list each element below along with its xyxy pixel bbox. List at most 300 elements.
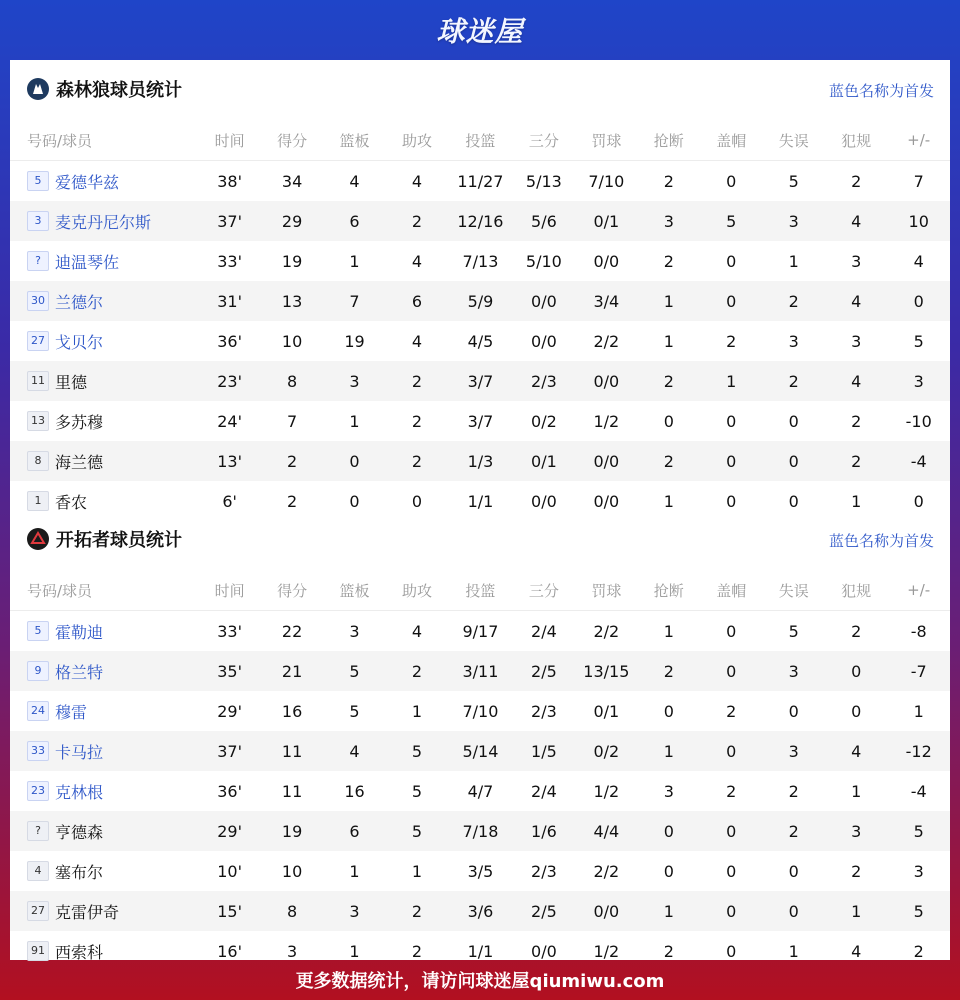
stat-assists: 2 [386,651,448,691]
stat-ft: 1/2 [593,411,620,431]
column-header-points: 得分 [261,570,323,611]
stat-rebounds: 7 [323,281,385,321]
stat-turnovers: 0 [788,701,799,721]
stat-assists: 0 [411,491,423,511]
stat-plus-minus: 3 [887,361,950,401]
stat-turnovers: 0 [788,411,799,431]
stat-time: 15' [198,891,260,931]
stat-assists: 2 [411,411,423,431]
stat-assists: 2 [386,201,448,241]
stat-turnovers: 3 [762,731,824,771]
column-header-ft: 罚球 [575,570,637,611]
stat-fg: 3/6 [448,891,512,931]
stat-rebounds: 1 [349,251,360,271]
column-header-time: 时间 [198,570,260,611]
stat-assists: 5 [411,781,423,801]
stat-three-pt: 2/3 [513,361,575,401]
jersey-number-badge: ? [27,251,49,271]
stat-ft: 0/1 [593,701,620,721]
stat-fg: 9/17 [462,621,499,641]
stat-turnovers: 3 [788,331,799,351]
stat-time: 6' [222,491,237,511]
stat-steals: 1 [663,621,674,641]
stat-time: 35' [198,651,260,691]
stat-fouls: 2 [851,621,862,641]
stat-plus-minus: 5 [887,891,950,931]
stat-fg: 5/14 [448,731,512,771]
stat-three-pt: 2/4 [531,621,557,641]
stat-steals: 3 [663,781,674,801]
player-cell [10,441,198,481]
stat-turnovers: 3 [762,651,824,691]
stat-plus-minus: -4 [910,781,927,801]
stat-three-pt: 1/6 [513,811,575,851]
jersey-number-badge: 8 [27,451,49,471]
column-header-steals: 抢断 [638,570,700,611]
stat-points: 11 [281,781,303,801]
stat-ft: 2/2 [593,331,620,351]
stat-rebounds: 5 [349,701,360,721]
column-header-steals: 抢断 [638,120,700,161]
stat-fouls: 0 [825,651,887,691]
stat-time: 36' [217,781,242,801]
jersey-number-badge: 1 [27,491,49,511]
stat-fouls: 3 [851,251,862,271]
table-row [10,611,950,652]
column-header-fg: 投篮 [448,570,512,611]
stat-rebounds: 6 [323,201,385,241]
column-header-player: 号码/球员 [10,570,198,611]
jersey-number-badge: 4 [27,861,49,881]
stat-rebounds: 1 [349,861,360,881]
stat-rebounds: 4 [349,171,360,191]
stat-fouls: 4 [825,361,887,401]
timberwolves-logo-icon [27,78,49,100]
stat-rebounds: 3 [349,621,360,641]
stat-plus-minus: 3 [913,861,924,881]
table-row [10,201,950,241]
table-header-row [10,120,950,161]
player-cell [10,611,198,652]
stat-three-pt: 0/0 [531,491,557,511]
stat-points: 7 [286,411,298,431]
stat-plus-minus: 1 [913,701,924,721]
stat-assists: 1 [411,701,423,721]
stat-blocks: 0 [726,941,737,961]
player-name: 里德 [55,372,88,392]
column-header-turnovers: 失误 [762,570,824,611]
player-name: 西索科 [55,942,104,962]
player-cell [10,651,198,691]
player-name: 麦克丹尼尔斯 [55,212,152,232]
stat-plus-minus: 5 [887,811,950,851]
column-header-time: 时间 [198,120,260,161]
column-header-three-pt: 三分 [513,120,575,161]
stat-rebounds: 1 [349,941,360,961]
stat-points: 34 [281,171,303,191]
stat-fg: 3/11 [448,651,512,691]
player-name: 迪温琴佐 [55,252,120,272]
stat-rebounds: 3 [323,361,385,401]
stat-ft: 0/2 [575,731,637,771]
stat-points: 11 [261,731,323,771]
stat-points: 29 [261,201,323,241]
stat-turnovers: 2 [762,361,824,401]
stat-blocks: 2 [726,701,737,721]
stat-turnovers: 2 [762,811,824,851]
stat-blocks: 2 [726,781,737,801]
column-header-plus-minus: +/- [887,570,950,611]
stat-steals: 2 [663,941,674,961]
stat-blocks: 0 [700,811,762,851]
column-header-ft: 罚球 [575,120,637,161]
brand-logo: 球迷屋 [436,15,524,48]
table-row [10,891,950,931]
column-header-assists: 助攻 [386,570,448,611]
stat-ft: 0/1 [575,201,637,241]
player-name: 克雷伊奇 [55,902,120,922]
jersey-number-badge: 5 [27,621,49,641]
table-header-row [10,570,950,611]
stat-steals: 1 [638,731,700,771]
stat-three-pt: 5/10 [525,251,562,271]
table-row [10,811,950,851]
stat-time: 29' [217,701,242,721]
stat-ft: 3/4 [575,281,637,321]
stat-assists: 2 [386,891,448,931]
stat-steals: 3 [638,201,700,241]
stat-fg: 3/5 [467,861,494,881]
stat-points: 2 [286,491,298,511]
stat-fg: 7/10 [462,701,499,721]
stat-three-pt: 2/3 [531,861,557,881]
stat-three-pt: 0/2 [531,411,557,431]
stat-fouls: 3 [851,331,862,351]
player-cell [10,691,198,731]
stat-fouls: 1 [825,891,887,931]
player-stats-table [10,120,950,521]
stat-fg: 4/5 [467,331,494,351]
stat-rebounds: 5 [323,651,385,691]
table-row [10,241,950,281]
stat-turnovers: 0 [762,441,824,481]
stat-blocks: 0 [726,171,737,191]
stat-points: 21 [261,651,323,691]
stat-blocks: 1 [700,361,762,401]
stat-plus-minus: 7 [913,171,924,191]
stat-plus-minus: -7 [887,651,950,691]
timberwolves-section [10,60,950,521]
stat-steals: 2 [663,171,674,191]
stat-plus-minus: 0 [887,281,950,321]
table-row [10,401,950,441]
stat-fouls: 4 [851,941,862,961]
stat-fouls: 4 [825,201,887,241]
stat-ft: 2/2 [593,621,620,641]
team-stats-title: 森林狼球员统计 [56,80,182,101]
stat-points: 8 [261,891,323,931]
jersey-number-badge: 27 [27,331,49,351]
stat-steals: 0 [638,811,700,851]
player-name: 戈贝尔 [55,332,104,352]
stat-three-pt: 0/0 [513,281,575,321]
stat-blocks: 0 [726,861,737,881]
player-name: 克林根 [55,782,104,802]
stat-time: 37' [198,201,260,241]
stat-rebounds: 16 [344,781,365,801]
jersey-number-badge: 33 [27,741,49,761]
stat-assists: 6 [386,281,448,321]
stat-turnovers: 0 [788,491,799,511]
player-cell [10,321,198,361]
column-header-fg: 投篮 [448,120,512,161]
starter-legend-note: 蓝色名称为首发 [828,82,934,100]
stat-fouls: 1 [851,781,862,801]
stat-points: 13 [261,281,323,321]
stat-turnovers: 2 [762,281,824,321]
stat-plus-minus: -4 [887,441,950,481]
stats-panel [10,60,950,960]
stat-plus-minus: -12 [887,731,950,771]
stat-blocks: 0 [700,891,762,931]
player-name: 兰德尔 [55,292,104,312]
stat-assists: 5 [386,811,448,851]
stat-blocks: 0 [726,251,737,271]
stat-turnovers: 1 [788,941,799,961]
player-name: 香农 [55,492,88,512]
stat-rebounds: 6 [323,811,385,851]
table-row [10,161,950,202]
column-header-points: 得分 [261,120,323,161]
stat-assists: 4 [411,331,423,351]
table-row [10,771,950,811]
stat-rebounds: 19 [344,331,365,351]
stat-fg: 1/1 [467,941,494,961]
stat-blocks: 0 [726,411,737,431]
stat-plus-minus: 5 [913,331,924,351]
team-stats-title: 开拓者球员统计 [56,530,182,551]
stat-ft: 0/0 [593,491,620,511]
stat-fouls: 2 [851,171,862,191]
jersey-number-badge: 3 [27,211,49,231]
stat-rebounds: 0 [349,491,360,511]
stat-ft: 7/10 [588,171,625,191]
stat-blocks: 0 [700,651,762,691]
stat-fg: 1/3 [448,441,512,481]
stat-steals: 0 [663,701,674,721]
table-row [10,691,950,731]
trail-blazers-logo-icon [27,528,49,550]
stat-turnovers: 0 [762,891,824,931]
stat-assists: 2 [386,441,448,481]
stat-turnovers: 5 [788,621,799,641]
stat-turnovers: 1 [788,251,799,271]
player-cell [10,891,198,931]
stat-steals: 0 [663,861,674,881]
stat-blocks: 0 [726,621,737,641]
stat-three-pt: 0/1 [513,441,575,481]
column-header-blocks: 盖帽 [700,570,762,611]
player-name: 亨德森 [55,822,104,842]
column-header-assists: 助攻 [386,120,448,161]
jersey-number-badge: 23 [27,781,49,801]
stat-fouls: 2 [851,861,862,881]
player-name: 海兰德 [55,452,104,472]
stat-plus-minus: 2 [913,941,924,961]
player-name: 卡马拉 [55,742,104,762]
stat-rebounds: 3 [323,891,385,931]
stat-three-pt: 0/0 [531,941,557,961]
stat-time: 31' [198,281,260,321]
stat-assists: 5 [386,731,448,771]
stat-fg: 3/7 [448,361,512,401]
stat-fouls: 4 [825,731,887,771]
stat-steals: 2 [663,251,674,271]
stat-three-pt: 0/0 [531,331,557,351]
stat-time: 33' [217,621,242,641]
player-stats-table [10,570,950,971]
column-header-fouls: 犯规 [825,570,887,611]
column-header-blocks: 盖帽 [700,120,762,161]
player-name: 塞布尔 [55,862,104,882]
stat-assists: 2 [386,361,448,401]
stat-ft: 1/2 [593,781,620,801]
column-header-turnovers: 失误 [762,120,824,161]
stat-time: 24' [217,411,242,431]
player-name: 格兰特 [55,662,104,682]
stat-assists: 4 [411,621,423,641]
footer-link-text[interactable]: 更多数据统计，请访问球迷屋qiumiwu.com [295,971,665,992]
stat-assists: 1 [411,861,423,881]
stat-three-pt: 5/6 [513,201,575,241]
player-cell [10,851,198,891]
stat-plus-minus: 10 [887,201,950,241]
stat-blocks: 0 [700,281,762,321]
column-header-plus-minus: +/- [887,120,950,161]
player-cell [10,161,198,202]
section-header [10,60,950,120]
stat-fouls: 0 [851,701,862,721]
stat-ft: 0/0 [575,891,637,931]
stat-three-pt: 1/5 [513,731,575,771]
stat-fg: 5/9 [448,281,512,321]
stat-fg: 7/13 [462,251,499,271]
table-row [10,651,950,691]
player-name: 霍勒迪 [55,622,104,642]
stat-three-pt: 2/5 [513,651,575,691]
column-header-fouls: 犯规 [825,120,887,161]
stat-plus-minus: -8 [910,621,927,641]
player-cell [10,731,198,771]
column-header-player: 号码/球员 [10,120,198,161]
jersey-number-badge: 5 [27,171,49,191]
stat-steals: 1 [638,891,700,931]
stat-points: 16 [281,701,303,721]
stat-points: 22 [281,621,303,641]
trail-blazers-section [10,510,950,971]
stat-blocks: 0 [700,731,762,771]
stat-fg: 11/27 [457,171,504,191]
player-cell [10,241,198,281]
column-header-three-pt: 三分 [513,570,575,611]
player-cell [10,361,198,401]
section-header [10,510,950,570]
stat-three-pt: 5/13 [525,171,562,191]
stat-ft: 0/0 [575,361,637,401]
stat-fg: 3/7 [467,411,494,431]
stat-assists: 4 [411,251,423,271]
player-name: 多苏穆 [55,412,104,432]
stat-plus-minus: 0 [913,491,924,511]
stat-time: 38' [217,171,242,191]
table-row [10,731,950,771]
stat-rebounds: 0 [323,441,385,481]
stat-points: 10 [281,331,303,351]
stat-fouls: 2 [851,411,862,431]
table-row [10,361,950,401]
stat-turnovers: 0 [788,861,799,881]
jersey-number-badge: 13 [27,411,49,431]
stat-fg: 1/1 [467,491,494,511]
jersey-number-badge: ? [27,821,49,841]
stat-blocks: 2 [726,331,737,351]
stat-fouls: 3 [825,811,887,851]
stat-points: 10 [281,861,303,881]
stat-ft: 4/4 [575,811,637,851]
stat-blocks: 0 [726,491,737,511]
stat-steals: 2 [638,441,700,481]
stat-points: 19 [281,251,303,271]
stat-ft: 1/2 [593,941,620,961]
jersey-number-badge: 9 [27,661,49,681]
stat-plus-minus: -10 [905,411,932,431]
stat-three-pt: 2/5 [513,891,575,931]
table-row [10,851,950,891]
player-name: 爱德华兹 [55,172,120,192]
stat-steals: 2 [638,361,700,401]
stat-time: 16' [217,941,242,961]
stat-time: 23' [198,361,260,401]
stat-blocks: 0 [700,441,762,481]
starter-legend-note: 蓝色名称为首发 [828,532,934,550]
stat-time: 29' [198,811,260,851]
jersey-number-badge: 11 [27,371,49,391]
stat-rebounds: 4 [323,731,385,771]
stat-fouls: 1 [851,491,862,511]
stat-ft: 0/0 [575,441,637,481]
stat-steals: 2 [638,651,700,691]
stat-fouls: 2 [825,441,887,481]
stat-ft: 13/15 [575,651,637,691]
stat-ft: 0/0 [593,251,620,271]
jersey-number-badge: 91 [27,941,49,961]
stat-time: 36' [217,331,242,351]
jersey-number-badge: 27 [27,901,49,921]
stat-turnovers: 2 [788,781,799,801]
stat-turnovers: 5 [788,171,799,191]
stat-ft: 2/2 [593,861,620,881]
stat-points: 2 [261,441,323,481]
stat-time: 37' [198,731,260,771]
stat-fg: 4/7 [467,781,494,801]
stat-turnovers: 3 [762,201,824,241]
stat-points: 19 [261,811,323,851]
player-cell [10,281,198,321]
stat-plus-minus: 4 [913,251,924,271]
stat-steals: 1 [663,331,674,351]
stat-time: 33' [217,251,242,271]
table-row [10,441,950,481]
